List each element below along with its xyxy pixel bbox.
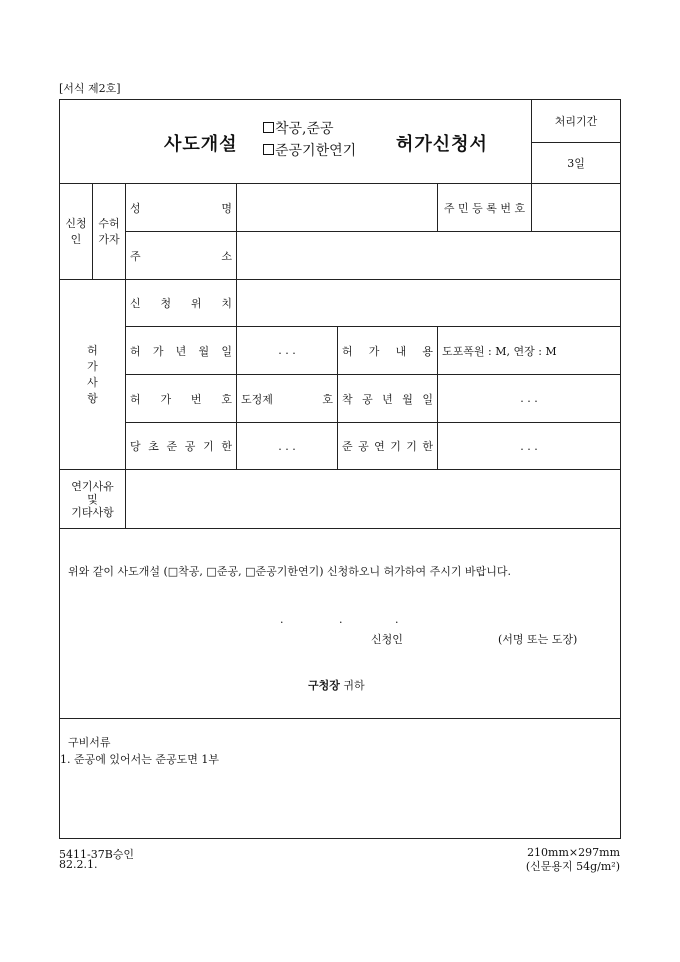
location-label-char: 청 [160,297,172,310]
start-date-label [338,375,438,423]
applicant-sign-label: 신청인 [371,633,403,646]
reason-label-line3: 기타사항 [71,505,114,519]
form-number: [서식 제2호] [59,82,121,95]
permit-content-label-char: 허 [342,344,353,358]
extension-field[interactable]: . . . [438,423,621,470]
extension-label-char: 기 [390,440,401,453]
applicant-group-label [60,184,93,280]
documents-title: 구비서류 [68,736,111,749]
deadline-label [126,423,237,470]
permit-group-label [60,280,126,470]
footer-paper: (신문용지 54g/m²) [525,860,620,873]
title-option-1: 착공,준공 [263,120,334,139]
reason-label [60,470,126,529]
start-date-field[interactable]: . . . [438,375,621,423]
extension-label-char: 기 [406,440,417,453]
processing-label: 처리기간 [532,100,621,143]
title-left: 사도개설 [164,134,238,155]
name-field[interactable] [237,184,438,232]
title-right: 허가신청서 [396,134,488,155]
extension-label-char: 준 [342,440,353,453]
deadline-label-char: 준 [166,440,178,453]
permit-date-label-char: 월 [198,344,210,358]
location-label [126,280,237,327]
start-date-label-char: 일 [422,392,433,406]
grantee-label-line2: 가자 [98,232,120,246]
permit-content-field[interactable]: 도포폭원 : M, 연장 : M [438,327,621,375]
permit-date-label-char: 가 [152,344,164,358]
application-form-table [59,99,621,839]
permit-group-char: 사 [87,375,98,389]
statement-area [60,529,621,719]
location-label-char: 신 [130,297,141,310]
title-cell [60,100,532,184]
permit-content-label-char: 내 [395,344,407,358]
permit-group-char: 허 [87,343,98,357]
extension-label-char: 연 [374,440,385,453]
start-date-label-char: 공 [362,392,373,406]
permit-number-label-char: 가 [160,392,172,406]
location-label-char: 치 [221,297,232,310]
reason-field[interactable] [126,470,621,529]
reason-label-line2: 및 [87,492,98,506]
sign-hint: (서명 또는 도장) [498,633,578,646]
permit-number-label-char: 호 [221,392,232,406]
permit-date-label-char: 년 [175,344,187,358]
footer-code: 5411-37B승인 [59,848,135,861]
date-dot-2: . [339,613,343,626]
permit-group-char: 항 [87,391,98,405]
permit-number-label-char: 번 [190,392,202,406]
permit-date-label-char: 허 [130,344,141,358]
grantee-label-line1: 수허 [98,216,120,230]
footer-date: 82.2.1. [59,858,98,871]
permit-content-label-char: 가 [368,344,380,358]
extension-label-char: 한 [422,440,433,453]
permit-number-field[interactable]: 도정제 호 [237,375,338,423]
permit-date-field[interactable]: . . . [237,327,338,375]
address-field[interactable] [237,232,621,280]
rrn-label: 주 민 등 록 번 호 [438,184,532,232]
extension-label [338,423,438,470]
grantee-label [93,184,126,280]
permit-date-label-char: 일 [221,344,232,358]
checkbox-icon[interactable] [263,122,274,133]
addressee [308,677,365,693]
date-dot-3: . [395,613,399,626]
processing-value[interactable]: 3일 [532,143,621,184]
start-date-label-char: 년 [382,392,393,406]
start-date-label-char: 착 [342,392,353,406]
title-option-2: 준공기한연기 [263,142,356,161]
checkbox-icon[interactable] [263,144,274,155]
permit-group-char: 가 [87,359,98,373]
extension-label-char: 공 [358,440,369,453]
deadline-label-char: 공 [184,440,196,453]
location-field[interactable] [237,280,621,327]
permit-number-label-char: 허 [130,392,141,406]
address-label: 주 소 [126,232,237,280]
start-date-label-char: 월 [402,392,413,406]
rrn-field[interactable] [532,184,621,232]
footer-size: 210mm×297mm [527,846,620,859]
deadline-label-char: 당 [130,440,141,453]
permit-number-label [126,375,237,423]
deadline-label-char: 초 [148,440,159,453]
addressee-title: 구청장 [308,679,340,692]
addressee-suffix: 귀하 [339,679,365,692]
request-statement: 위와 같이 사도개설 (□착공, □준공, □준공기한연기) 신청하오니 허가하여 주시기 바랍니다. [68,565,512,578]
applicant-label-line2: 인 [70,232,82,246]
deadline-field[interactable]: . . . [237,423,338,470]
reason-label-line1: 연기사유 [71,479,114,493]
documents-area [60,719,621,839]
documents-item: 1. 준공에 있어서는 준공도면 1부 [60,753,219,766]
deadline-label-char: 한 [221,440,232,453]
date-dot-1: . [280,613,284,626]
permit-content-label [338,327,438,375]
permit-date-label [126,327,237,375]
location-label-char: 위 [190,297,202,310]
permit-content-label-char: 용 [422,344,433,358]
name-label: 성 명 [126,184,237,232]
deadline-label-char: 기 [203,440,214,453]
applicant-label-line1: 신청 [65,216,87,230]
